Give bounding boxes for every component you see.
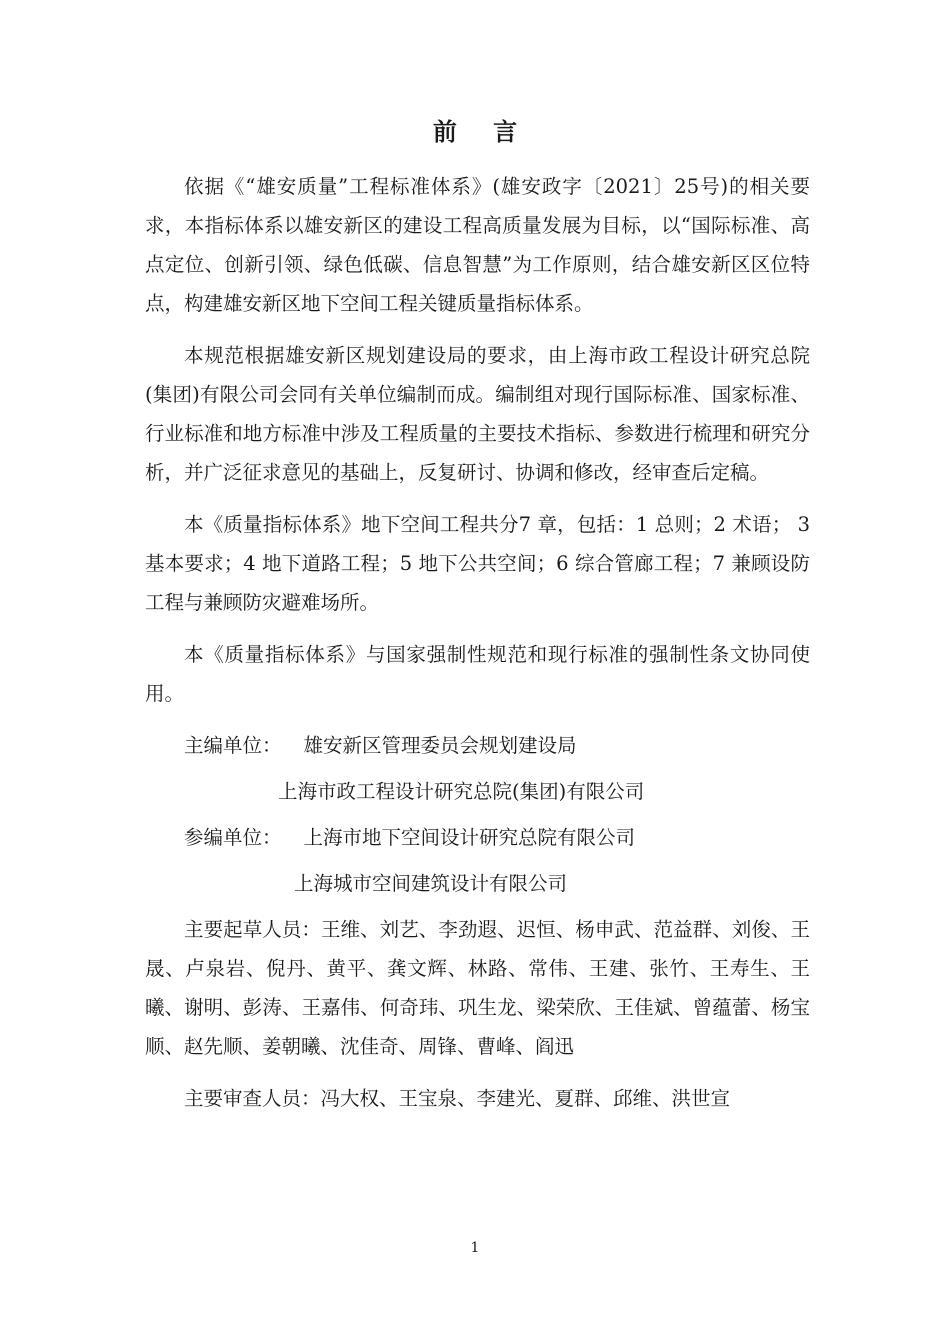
chief-editor-row [145,726,810,765]
chief-editor-unit: 上海市政工程设计研究总院(集团)有限公司 [278,780,645,803]
preface-body [145,167,810,1131]
paragraph-chapters: 本《质量指标体系》地下空间工程共分7 章，包括：1 总则；2 术语； 3 基本要求；4 地下道路工程；5 地下公共空间；6 综合管廊工程；7 兼顾设防工程与兼顾防灾避难场所。 [145,513,810,614]
chief-editor-label: 主编单位： [184,734,282,757]
page-number: 1 [470,1240,480,1256]
drafters-list: 主要起草人员：王维、刘艺、李劲遐、迟恒、杨申武、范益群、刘俊、王晟、卢泉岩、倪丹、黄平、龚文辉、林路、常伟、王建、张竹、王寿生、王曦、谢明、彭涛、王嘉伟、何奇玮、巩生龙、梁荣欣、王佳斌、曾蕴蕾、杨宝顺、赵先顺、姜朝曦、沈佳奇、周锋、曹峰、阎迅 [145,918,810,1058]
reviewers-list: 主要审查人员：冯大权、王宝泉、李建光、夏群、邱维、洪世宣 [184,1087,731,1110]
participating-unit: 上海市地下空间设计研究总院有限公司 [303,826,636,849]
participating-row-2 [145,864,810,903]
chief-editor-row-2 [145,772,810,811]
paragraph-compilation: 本规范根据雄安新区规划建设局的要求，由上海市政工程设计研究总院(集团)有限公司会同有关单位编制而成。编制组对现行国际标准、国家标准、行业标准和地方标准中涉及工程质量的主要技术指标、参数进行梳理和研究分析，并广泛征求意见的基础上，反复研讨、协调和修改，经审查后定稿。 [145,344,810,484]
participating-unit: 上海城市空间建筑设计有限公司 [294,872,568,895]
participating-label: 参编单位： [184,826,282,849]
chief-editor-unit: 雄安新区管理委员会规划建设局 [303,734,577,757]
page-title: 前 言 [432,118,532,146]
paragraph-usage: 本《质量指标体系》与国家强制性规范和现行标准的强制性条文协同使用。 [145,643,810,705]
paragraph-basis: 依据《“雄安质量”工程标准体系》(雄安政字〔2021〕25号)的相关要求，本指标体系以雄安新区的建设工程高质量发展为目标，以“国际标准、高点定位、创新引领、绿色低碳、信息智慧”为工作原则，结合雄安新区区位特点，构建雄安新区地下空间工程关键质量指标体系。 [145,175,810,315]
participating-row [145,818,810,857]
